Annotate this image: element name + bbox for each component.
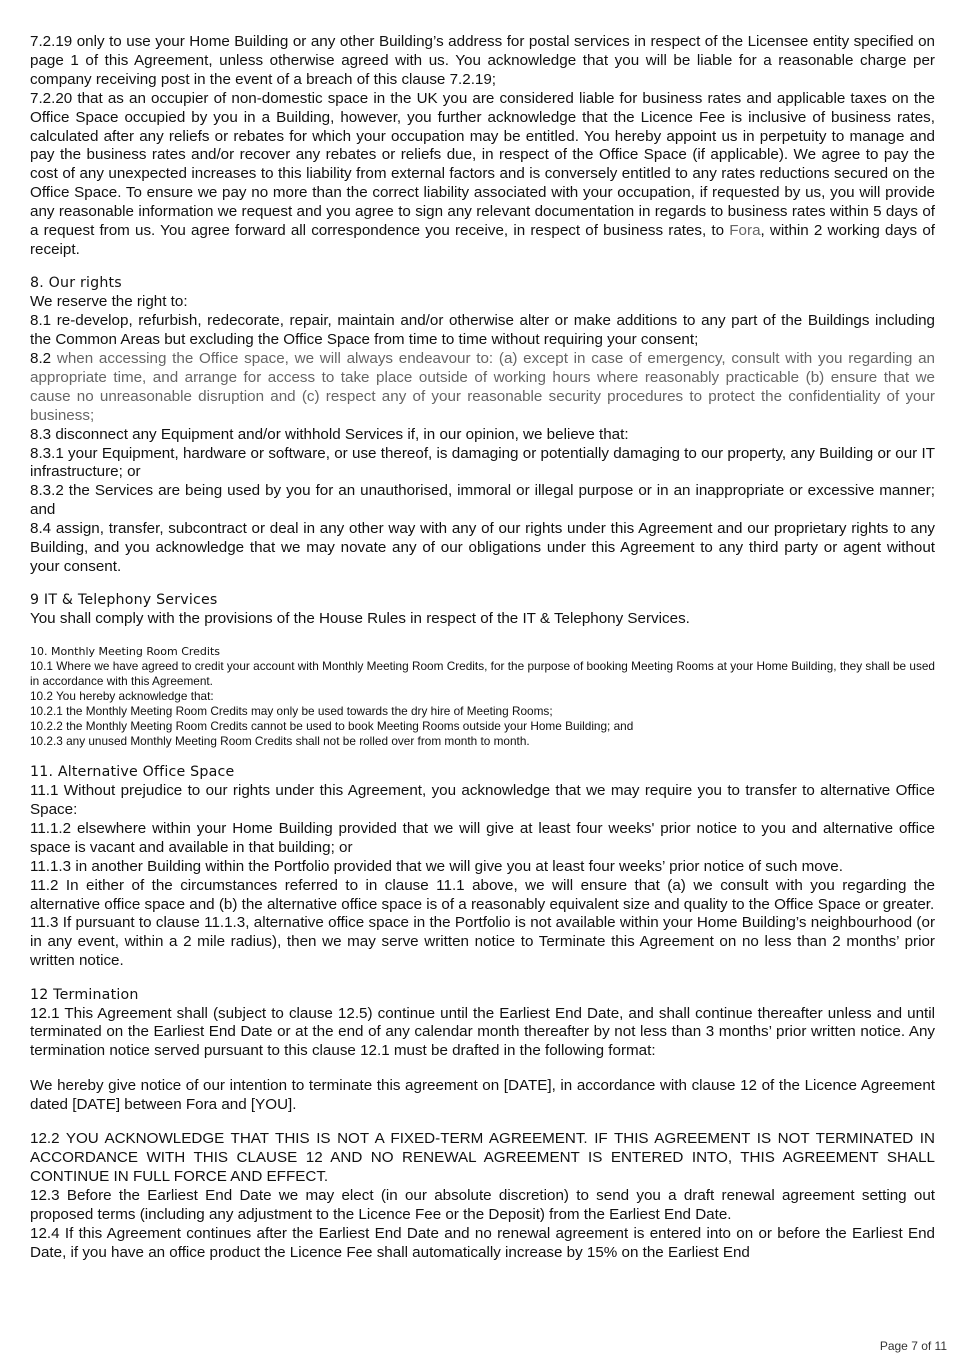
page-number: Page 7 of 11 bbox=[879, 1339, 947, 1353]
clause-11-2: 11.2 In either of the circumstances referred to in clause 11.1 above, we will ensure that (a) we consult with you regarding the alternative office space and (b) the alternative office space is of a reasonably equivalent size and quality to the Office Space or greater. bbox=[30, 876, 935, 913]
clause-11-1-2: 11.1.2 elsewhere within your Home Building provided that we will give at least four weeks' prior notice to you and alternative office space is vacant and available in that building; or bbox=[30, 819, 935, 856]
clause-9: You shall comply with the provisions of the House Rules in respect of the IT & Telephony Services. bbox=[30, 610, 690, 628]
clause-7-2-20 bbox=[30, 90, 935, 260]
clause-10-2-2: 10.2.2 the Monthly Meeting Room Credits cannot be used to book Meeting Rooms outside your Home Building; and bbox=[30, 718, 634, 733]
clause-10-2-1: 10.2.1 the Monthly Meeting Room Credits may only be used towards the dry hire of Meeting Rooms; bbox=[30, 703, 553, 718]
clause-12-4: 12.4 If this Agreement continues after the Earliest End Date and no renewal agreement is entered into on or before the Earliest End Date, if you have an office product the Licence Fee shall automatically increase by 15% on the Earliest End bbox=[30, 1224, 935, 1261]
clause-10-1: 10.1 Where we have agreed to credit your account with Monthly Meeting Room Credits, for the purpose of booking Meeting Rooms at your Home Building, they shall be used in accordance with this Agreement. bbox=[30, 658, 935, 688]
clause-10-2-3: 10.2.3 any unused Monthly Meeting Room Credits shall not be rolled over from month to month. bbox=[30, 733, 530, 748]
clause-7-2-20-text: 7.2.20 that as an occupier of non-domestic space in the UK you are considered liable for business rates and applicable taxes on the Office Space occupied by you in a Building, however, you further acknowledge that the Licence Fee is inclusive of business rates, calculated after any reliefs or rebates for which your occupation may be entitled. You hereby appoint us in perpetuity to manage and pay the business rates and/or recover any rebates or reliefs due, in respect of the Office Space (if applicable). We agree to pay the cost of any unexpected increases to this liability from external factors and is conversely entitled to any rates reductions secured on the Office Space. To ensure we pay no more than the correct liability associated with your occupation, if requested by us, you will provide any reasonable information we request and you agree to sign any relevant documentation in regards to business rates within 5 days of a request from us. You agree forward all correspondence you receive, in respect of business rates, to bbox=[30, 89, 935, 240]
clause-8-2-number: 8.2 bbox=[30, 350, 52, 367]
clause-8-4: 8.4 assign, transfer, subcontract or deal in any other way with any of our rights under this Agreement and our proprietary rights to any Building, and you acknowledge that we may novate any of our obligations under this Agreement to any third party or agent without your consent. bbox=[30, 520, 935, 575]
clause-12-2: 12.2 YOU ACKNOWLEDGE THAT THIS IS NOT A FIXED-TERM AGREEMENT. IF THIS AGREEMENT IS NOT TERMINATED IN ACCORDANCE WITH THIS CLAUSE 12 AND NO RENEWAL AGREEMENT IS ENTERED INTO, THIS AGREEMENT SHALL CONTINUE IN FULL FORCE AND EFFECT. bbox=[30, 1130, 935, 1185]
clause-7-2-20-end: , within 2 working days of receipt. bbox=[30, 222, 935, 258]
heading-our-rights: 8. Our rights bbox=[30, 275, 122, 292]
termination-notice-format: We hereby give notice of our intention to terminate this agreement on [DATE], in accordance with clause 12 of the Licence Agreement dated [DATE] between Fora and [YOU]. bbox=[30, 1076, 935, 1113]
fora-name: Fora bbox=[729, 222, 761, 240]
clause-10-2: 10.2 You hereby acknowledge that: bbox=[30, 688, 214, 703]
clause-8-2-text: when accessing the Office space, we will always endeavour to: (a) except in case of emergency, consult with you regarding an appropriate time, and arrange for access to take place outside of working hours where reasonably practicable (b) ensure that we cause no unreasonable disruption and (c) respect any of your reasonable security procedures to protect the confidentiality of your business; bbox=[30, 350, 935, 424]
clause-8-1: 8.1 re-develop, refurbish, redecorate, repair, maintain and/or otherwise alter or make additions to any part of the Buildings including the Common Areas but excluding the Office Space from time to time without requiring your consent; bbox=[30, 312, 935, 349]
clause-12-1: 12.1 This Agreement shall (subject to clause 12.5) continue until the Earliest End Date, and shall continue thereafter unless and until terminated on the Earliest End Date or at the end of any calendar month thereafter by not less than 3 months’ prior written notice. Any termination notice served pursuant to this clause 12.1 must be drafted in the following format: bbox=[30, 1004, 935, 1060]
heading-it-telephony: 9 IT & Telephony Services bbox=[30, 592, 218, 609]
clause-11-3: 11.3 If pursuant to clause 11.1.3, alternative office space in the Portfolio is not available within your Home Building’s neighbourhood (or in any event, within a 2 mile radius), then we may serve written notice to Terminate this Agreement on no less than 2 months’ prior written notice. bbox=[30, 914, 935, 970]
rights-intro: We reserve the right to: bbox=[30, 293, 188, 311]
clause-11-1-3: 11.1.3 in another Building within the Portfolio provided that we will give you at least four weeks’ prior notice of such move. bbox=[30, 857, 843, 875]
heading-termination: 12 Termination bbox=[30, 986, 139, 1003]
clause-12-3: 12.3 Before the Earliest End Date we may elect (in our absolute discretion) to send you a draft renewal agreement setting out proposed terms (including any adjustment to the Licence Fee or the Deposit) from the Earliest End Date. bbox=[30, 1186, 935, 1223]
clause-8-3: 8.3 disconnect any Equipment and/or withhold Services if, in our opinion, we believe that: bbox=[30, 425, 629, 443]
clause-7-2-19: 7.2.19 only to use your Home Building or any other Building’s address for postal services in respect of the Licensee entity specified on page 1 of this Agreement, unless otherwise agreed with us. You acknowledge that you will be liable for a reasonable charge per company receiving post in the event of a breach of this clause 7.2.19; bbox=[30, 33, 935, 88]
clause-8-3-2: 8.3.2 the Services are being used by you for an unauthorised, immoral or illegal purpose or in an inappropriate or excessive manner; and bbox=[30, 482, 935, 519]
heading-meeting-room-credits: 10. Monthly Meeting Room Credits bbox=[30, 644, 221, 658]
clause-8-2 bbox=[30, 350, 935, 426]
clause-8-3-1: 8.3.1 your Equipment, hardware or software, or use thereof, is damaging or potentially damaging to our property, any Building or our IT infrastructure; or bbox=[30, 444, 935, 481]
document-page bbox=[30, 33, 935, 1262]
heading-alternative-office: 11. Alternative Office Space bbox=[30, 764, 235, 781]
clause-11-1: 11.1 Without prejudice to our rights under this Agreement, you acknowledge that we may require you to transfer to alternative Office Space: bbox=[30, 782, 935, 818]
